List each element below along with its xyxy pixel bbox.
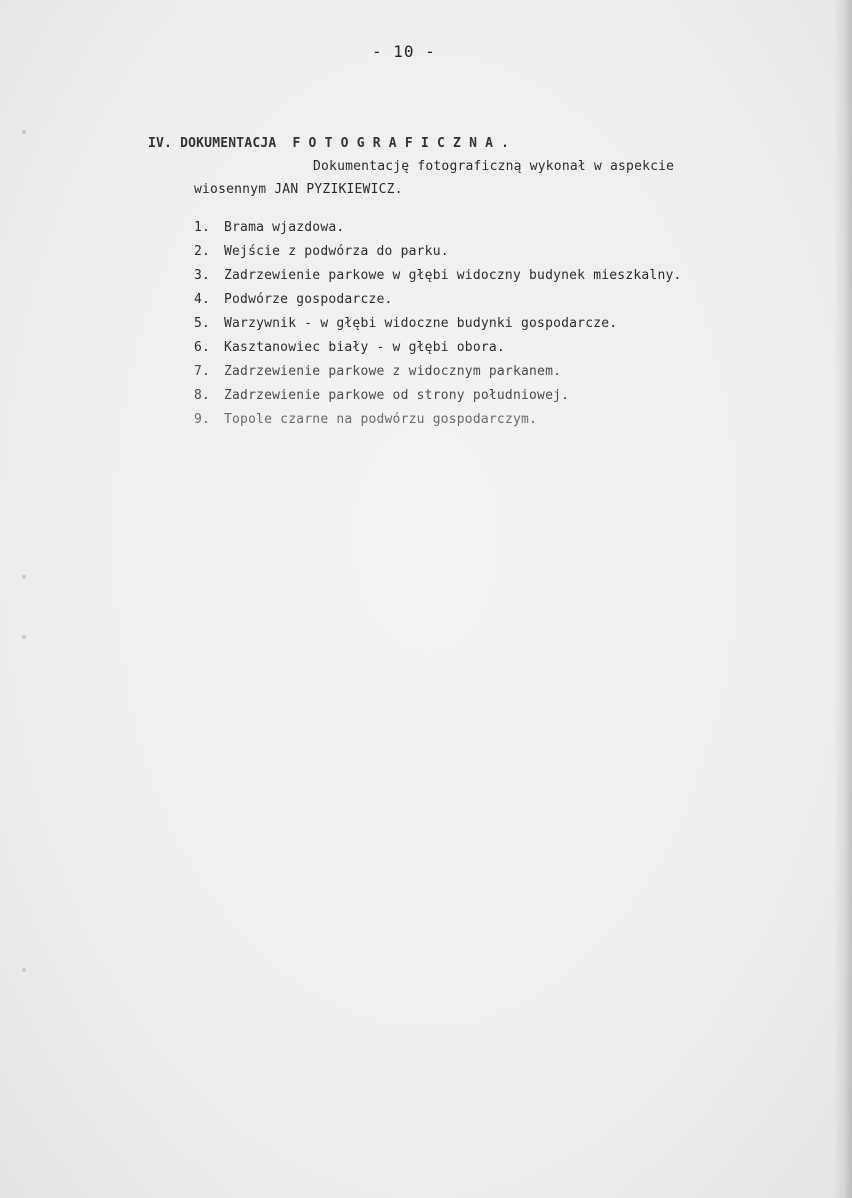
item-number: 1. xyxy=(194,220,211,235)
item-text: Brama wjazdowa. xyxy=(224,220,345,235)
intro-line-1: Dokumentację fotograficzną wykonał w aspekcie xyxy=(313,159,675,174)
item-number: 3. xyxy=(194,268,211,283)
page-edge-shadow xyxy=(834,0,852,1198)
item-number: 7. xyxy=(194,364,211,379)
punch-hole-mark xyxy=(22,635,26,639)
punch-hole-mark xyxy=(22,130,26,134)
item-text: Warzywnik - w głębi widoczne budynki gospodarcze. xyxy=(224,316,618,331)
list-item xyxy=(194,412,682,436)
item-number: 8. xyxy=(194,388,211,403)
punch-hole-mark xyxy=(22,968,26,972)
item-text: Zadrzewienie parkowe w głębi widoczny budynek mieszkalny. xyxy=(224,268,682,283)
list-item xyxy=(194,364,682,388)
list-item xyxy=(194,340,682,364)
list-item xyxy=(194,388,682,412)
punch-hole-mark xyxy=(22,575,26,579)
photo-list xyxy=(194,220,682,436)
page-number: - 10 - xyxy=(372,42,436,61)
intro-line-2: wiosennym JAN PYZIKIEWICZ. xyxy=(194,182,403,197)
item-text: Podwórze gospodarcze. xyxy=(224,292,393,307)
item-number: 9. xyxy=(194,412,211,427)
item-text: Zadrzewienie parkowe z widocznym parkanem. xyxy=(224,364,562,379)
item-text: Kasztanowiec biały - w głębi obora. xyxy=(224,340,505,355)
list-item xyxy=(194,268,682,292)
item-number: 4. xyxy=(194,292,211,307)
item-text: Topole czarne na podwórzu gospodarczym. xyxy=(224,412,538,427)
item-text: Zadrzewienie parkowe od strony południowej. xyxy=(224,388,570,403)
list-item xyxy=(194,244,682,268)
item-number: 2. xyxy=(194,244,211,259)
item-number: 5. xyxy=(194,316,211,331)
list-item xyxy=(194,316,682,340)
item-number: 6. xyxy=(194,340,211,355)
section-heading: IV. DOKUMENTACJA F O T O G R A F I C Z N A . xyxy=(148,136,510,151)
list-item xyxy=(194,220,682,244)
list-item xyxy=(194,292,682,316)
item-text: Wejście z podwórza do parku. xyxy=(224,244,449,259)
